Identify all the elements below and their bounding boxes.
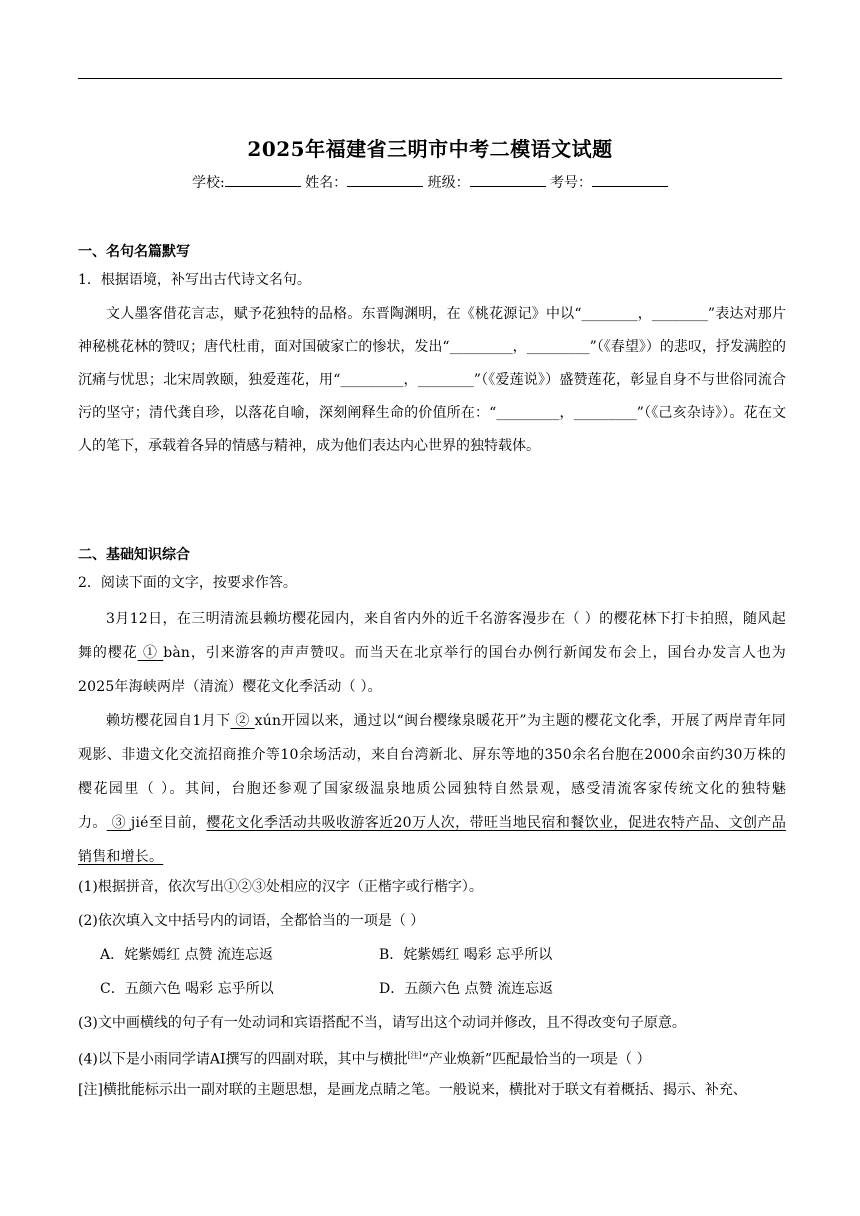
passage2-text-c: jié至目前， <box>130 815 207 831</box>
number-label: 考号： <box>550 175 593 191</box>
passage2-text-b: xún开园以来，通过以“闽台樱缘泉暖花开”为主题的樱花文化季，开展了两岸青年同观影、非遗文化交流招商推介等10余场活动，来自台湾新北、屏东等地的350余名台胞在2000余亩约30万株的樱花园里（ ）。其间，台胞还参观了国家级温泉地质公园独特自然景观，感受清流客家传统文化的独特魅力。 <box>78 713 786 831</box>
blank-2 <box>231 713 255 729</box>
blank-1-marker: ① <box>142 645 158 661</box>
student-info-line <box>0 172 860 194</box>
option-d: D．五颜六色 点赞 流连忘返 <box>379 981 554 997</box>
note-text: [注]横批能标示出一副对联的主题思想，是画龙点睛之笔。一般说来，横批对于联文有着概括、揭示、补充、 <box>78 1082 747 1098</box>
section2-heading: 二、基础知识综合 <box>78 547 190 563</box>
blank-3-marker: ③ <box>111 815 127 831</box>
blank-1 <box>138 645 164 661</box>
name-label: 姓名： <box>305 175 348 191</box>
q2-prompt: 2．阅读下面的文字，按要求作答。 <box>78 575 297 591</box>
passage2-text-a: 赖坊樱花园自1月下 <box>106 713 231 729</box>
number-blank <box>592 172 668 187</box>
sub4-text-a: (4)以下是小雨同学请AI撰写的四副对联，其中与横批 <box>78 1051 408 1068</box>
blank-3 <box>107 815 131 831</box>
option-c: C．五颜六色 喝彩 忘乎所以 <box>100 981 274 997</box>
q1-prompt: 1．根据语境，补写出古代诗文名句。 <box>78 272 311 288</box>
q2-sub3: (3)文中画横线的句子有一处动词和宾语搭配不当，请写出这个动词并修改，且不得改变句子原意。 <box>78 1015 686 1031</box>
option-b: B．姹紫嫣红 喝彩 忘乎所以 <box>379 947 553 963</box>
section1-heading: 一、名句名篇默写 <box>78 244 190 260</box>
school-blank <box>225 172 301 187</box>
page-title: 2025年福建省三明市中考二模语文试题 <box>247 137 613 161</box>
blank-2-marker: ② <box>235 713 250 729</box>
class-label: 班级： <box>427 175 470 191</box>
school-label: 学校: <box>191 175 225 191</box>
q2-passage-paragraph-1 <box>78 602 786 704</box>
option-a: A．姹紫嫣红 点赞 流连忘返 <box>100 947 274 963</box>
sub4-text-b: “产业焕新”匹配最恰当的一项是（ ） <box>421 1051 651 1068</box>
sub4-note-mark: [注] <box>407 1051 422 1060</box>
q2-sub2: (2)依次填入文中括号内的词语，全都恰当的一项是（ ） <box>78 913 425 929</box>
q2-sub1: (1)根据拼音，依次写出①②③处相应的汉字（正楷字或行楷字）。 <box>78 879 483 895</box>
underlined-sentence: 樱花文化季活动共吸收游客近20万人次，带旺当地民宿和餐饮业，促进农特产品、文创产品销售和增长。 <box>78 815 787 865</box>
q1-paragraph: 文人墨客借花言志，赋予花独特的品格。东晋陶渊明，在《桃花源记》中以“________，________”表达对那片神秘桃花林的赞叹；唐代杜甫，面对国破家亡的惨状，发出“_________，_________”（《春望》）的悲叹，抒发满腔的沉痛与忧思；北宋周敦颐，独爱莲花，用“_________，________”（《爱莲说》）盛赞莲花，彰显自身不与世俗同流合污的坚守；清代龚自珍，以落花自喻，深刻阐释生命的价值所在：“_________，_________”（《己亥杂诗》）。花在文人的笔下，承载着各异的情感与精神，成为他们表达内心世界的独特载体。 <box>78 306 786 454</box>
passage1-text-b: bàn，引来游客的声声赞叹。而当天在北京举行的国台办例行新闻发布会上，国台办发言人也为2025年海峡两岸（清流）樱花文化季活动（ ）。 <box>78 645 787 695</box>
q2-sub4 <box>78 1045 786 1071</box>
header-rule <box>78 78 782 79</box>
passage1-text-a: 3月12日，在三明清流县赖坊樱花园内，来自省内外的近千名游客漫步在（ ）的樱花林下打卡拍照，随风起舞的樱花 <box>78 611 786 661</box>
q2-passage-paragraph-2 <box>78 704 786 874</box>
name-blank <box>347 172 423 187</box>
class-blank <box>470 172 546 187</box>
